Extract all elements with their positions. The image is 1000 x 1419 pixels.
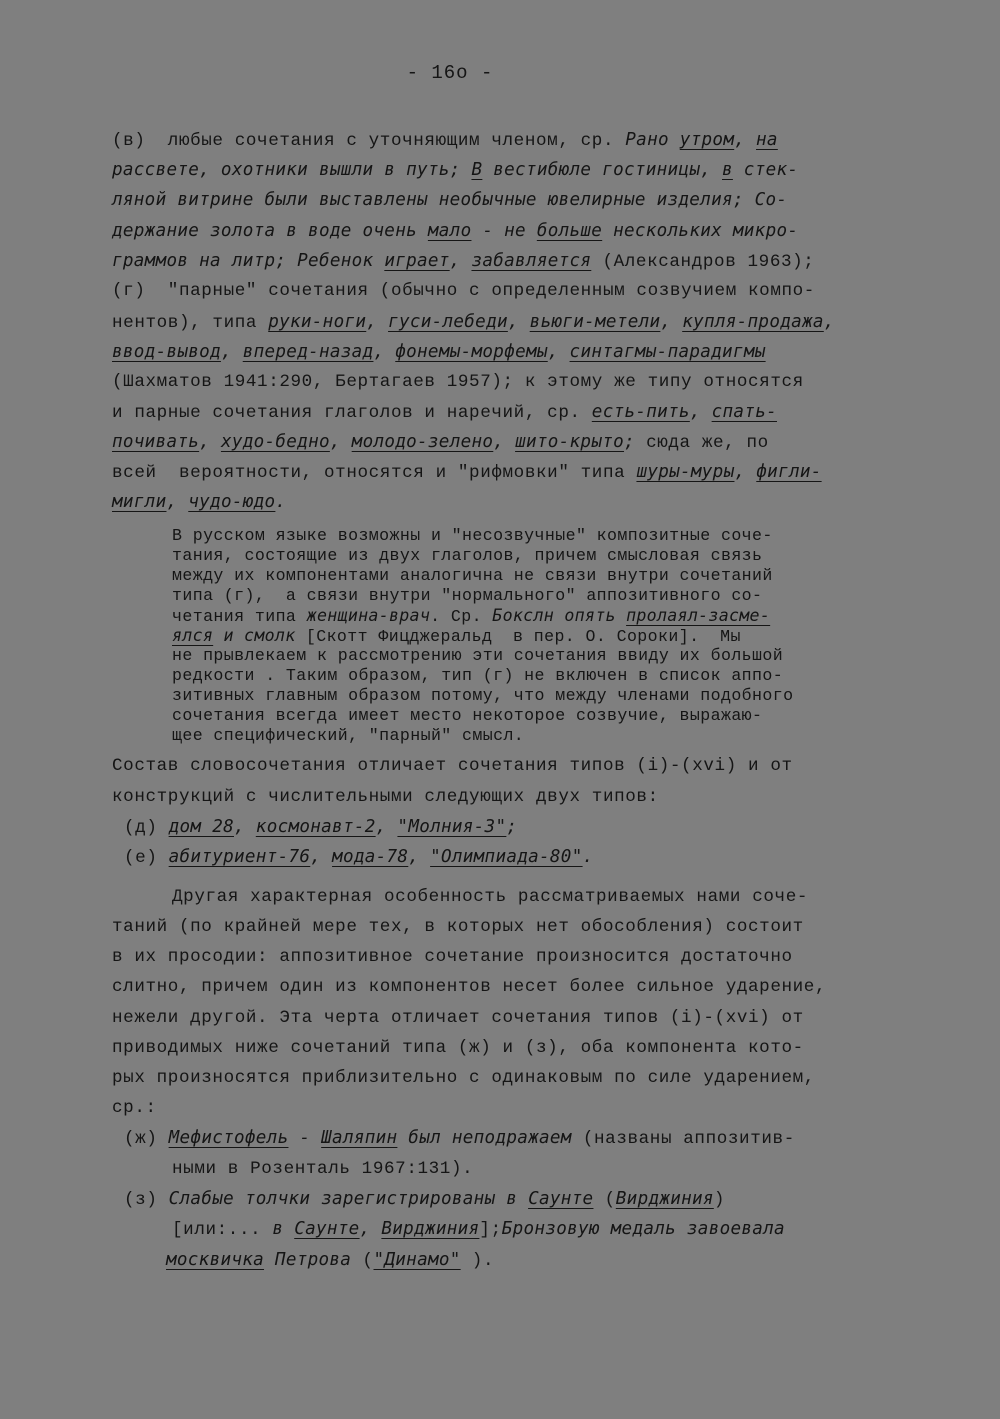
text-line: (з) Слабые толчки зарегистрированы в Саунте (Вирджиния) [124, 1189, 725, 1210]
text-line: приводимых ниже сочетаний типа (ж) и (з), оба компонента кото- [112, 1038, 804, 1058]
note-line: типа (г), а связи внутри "нормального" аппозитивного со- [172, 586, 763, 605]
text-line: Другая характерная особенность рассматриваемых нами соче- [172, 887, 809, 907]
text-line: ввод-вывод, вперед-назад, фонемы-морфемы, синтагмы-парадигмы [112, 342, 766, 362]
text-line: почивать, худо-бедно, молодо-зелено, шито-крыто; сюда же, по [112, 432, 769, 453]
text-line: ными в Розенталь 1967:131). [172, 1159, 474, 1179]
page-number: - 16o - [406, 62, 494, 84]
text-line: нежели другой. Эта черта отличает сочетания типов (i)-(xvi) от [112, 1008, 804, 1028]
note-line: редкости . Таким образом, тип (г) не включен в список аппо- [172, 666, 784, 685]
text-line: (Шахматов 1941:290, Бертагаев 1957); к этому же типу относятся [112, 372, 804, 392]
text-line: граммов на литр; Ребенок играет, забавляется (Александров 1963); [112, 251, 815, 272]
text-line: рых произносятся приблизительно с одинаковым по силе ударением, [112, 1068, 815, 1088]
text-line: слитно, причем один из компонентов несет более сильное ударение, [112, 977, 827, 997]
text-line: рассвете, охотники вышли в путь; В вестибюле гостиницы, в стек- [112, 160, 799, 180]
note-line: зитивных главным образом потому, что между членами подобного [172, 686, 794, 705]
text-line: (д) дом 28, космонавт-2, "Молния-3"; [124, 817, 518, 838]
text-line: (ж) Мефистофель - Шаляпин был неподражаем (названы аппозитив- [124, 1128, 795, 1149]
text-line: в их просодии: аппозитивное сочетание произносится достаточно [112, 947, 793, 967]
text-line: (в) любые сочетания с уточняющим членом, ср. Рано утром, на [112, 130, 778, 151]
note-line: сочетания всегда имеет место некоторое созвучие, выражаю- [172, 706, 763, 725]
text-line: всей вероятности, относятся и "рифмовки" типа шуры-муры, фигли- [112, 462, 822, 483]
note-line: ялся и смолк [Скотт Фицджеральд в пер. О. Сороки]. Мы [172, 626, 741, 646]
note-line: не прывлекаем к рассмотрению эти сочетания ввиду их большой [172, 646, 784, 665]
text-line: мигли, чудо-юдо. [112, 492, 287, 512]
text-line: держание золота в воде очень мало - не больше нескольких микро- [112, 221, 799, 241]
text-line: Состав словосочетания отличает сочетания типов (i)-(xvi) и от [112, 756, 793, 776]
text-line: [или:... в Саунте, Вирджиния];Бронзовую медаль завоевала [172, 1219, 785, 1240]
text-line: нентов), типа руки-ноги, гуси-лебеди, вьюги-метели, купля-продажа, [112, 312, 835, 333]
note-line: четания типа женщина-врач. Ср. Бокслн опять пролаял-засме- [172, 606, 771, 626]
text-line: ср.: [112, 1098, 157, 1118]
text-line: и парные сочетания глаголов и наречий, ср. есть-пить, спать- [112, 402, 777, 423]
note-line: между их компонентами аналогична не связи внутри сочетаний [172, 566, 773, 585]
text-line: конструкций с числительными следующих двух типов: [112, 787, 659, 807]
text-line: таний (по крайней мере тех, в которых нет обособления) состоит [112, 917, 804, 937]
note-line: щее специфический, "парный" смысл. [172, 726, 525, 745]
text-line: ляной витрине были выставлены необычные ювелирные изделия; Со- [112, 190, 788, 210]
note-line: тания, состоящие из двух глаголов, причем смысловая связь [172, 546, 763, 565]
text-line: (г) "парные" сочетания (обычно с определенным созвучием компо- [112, 281, 815, 301]
text-line: москвичка Петрова ("Динамо" ). [166, 1250, 495, 1271]
note-line: В русском языке возможны и "несозвучные" композитные соче- [172, 526, 773, 545]
text-line: (е) абитуриент-76, мода-78, "Олимпиада-80". [124, 847, 594, 868]
